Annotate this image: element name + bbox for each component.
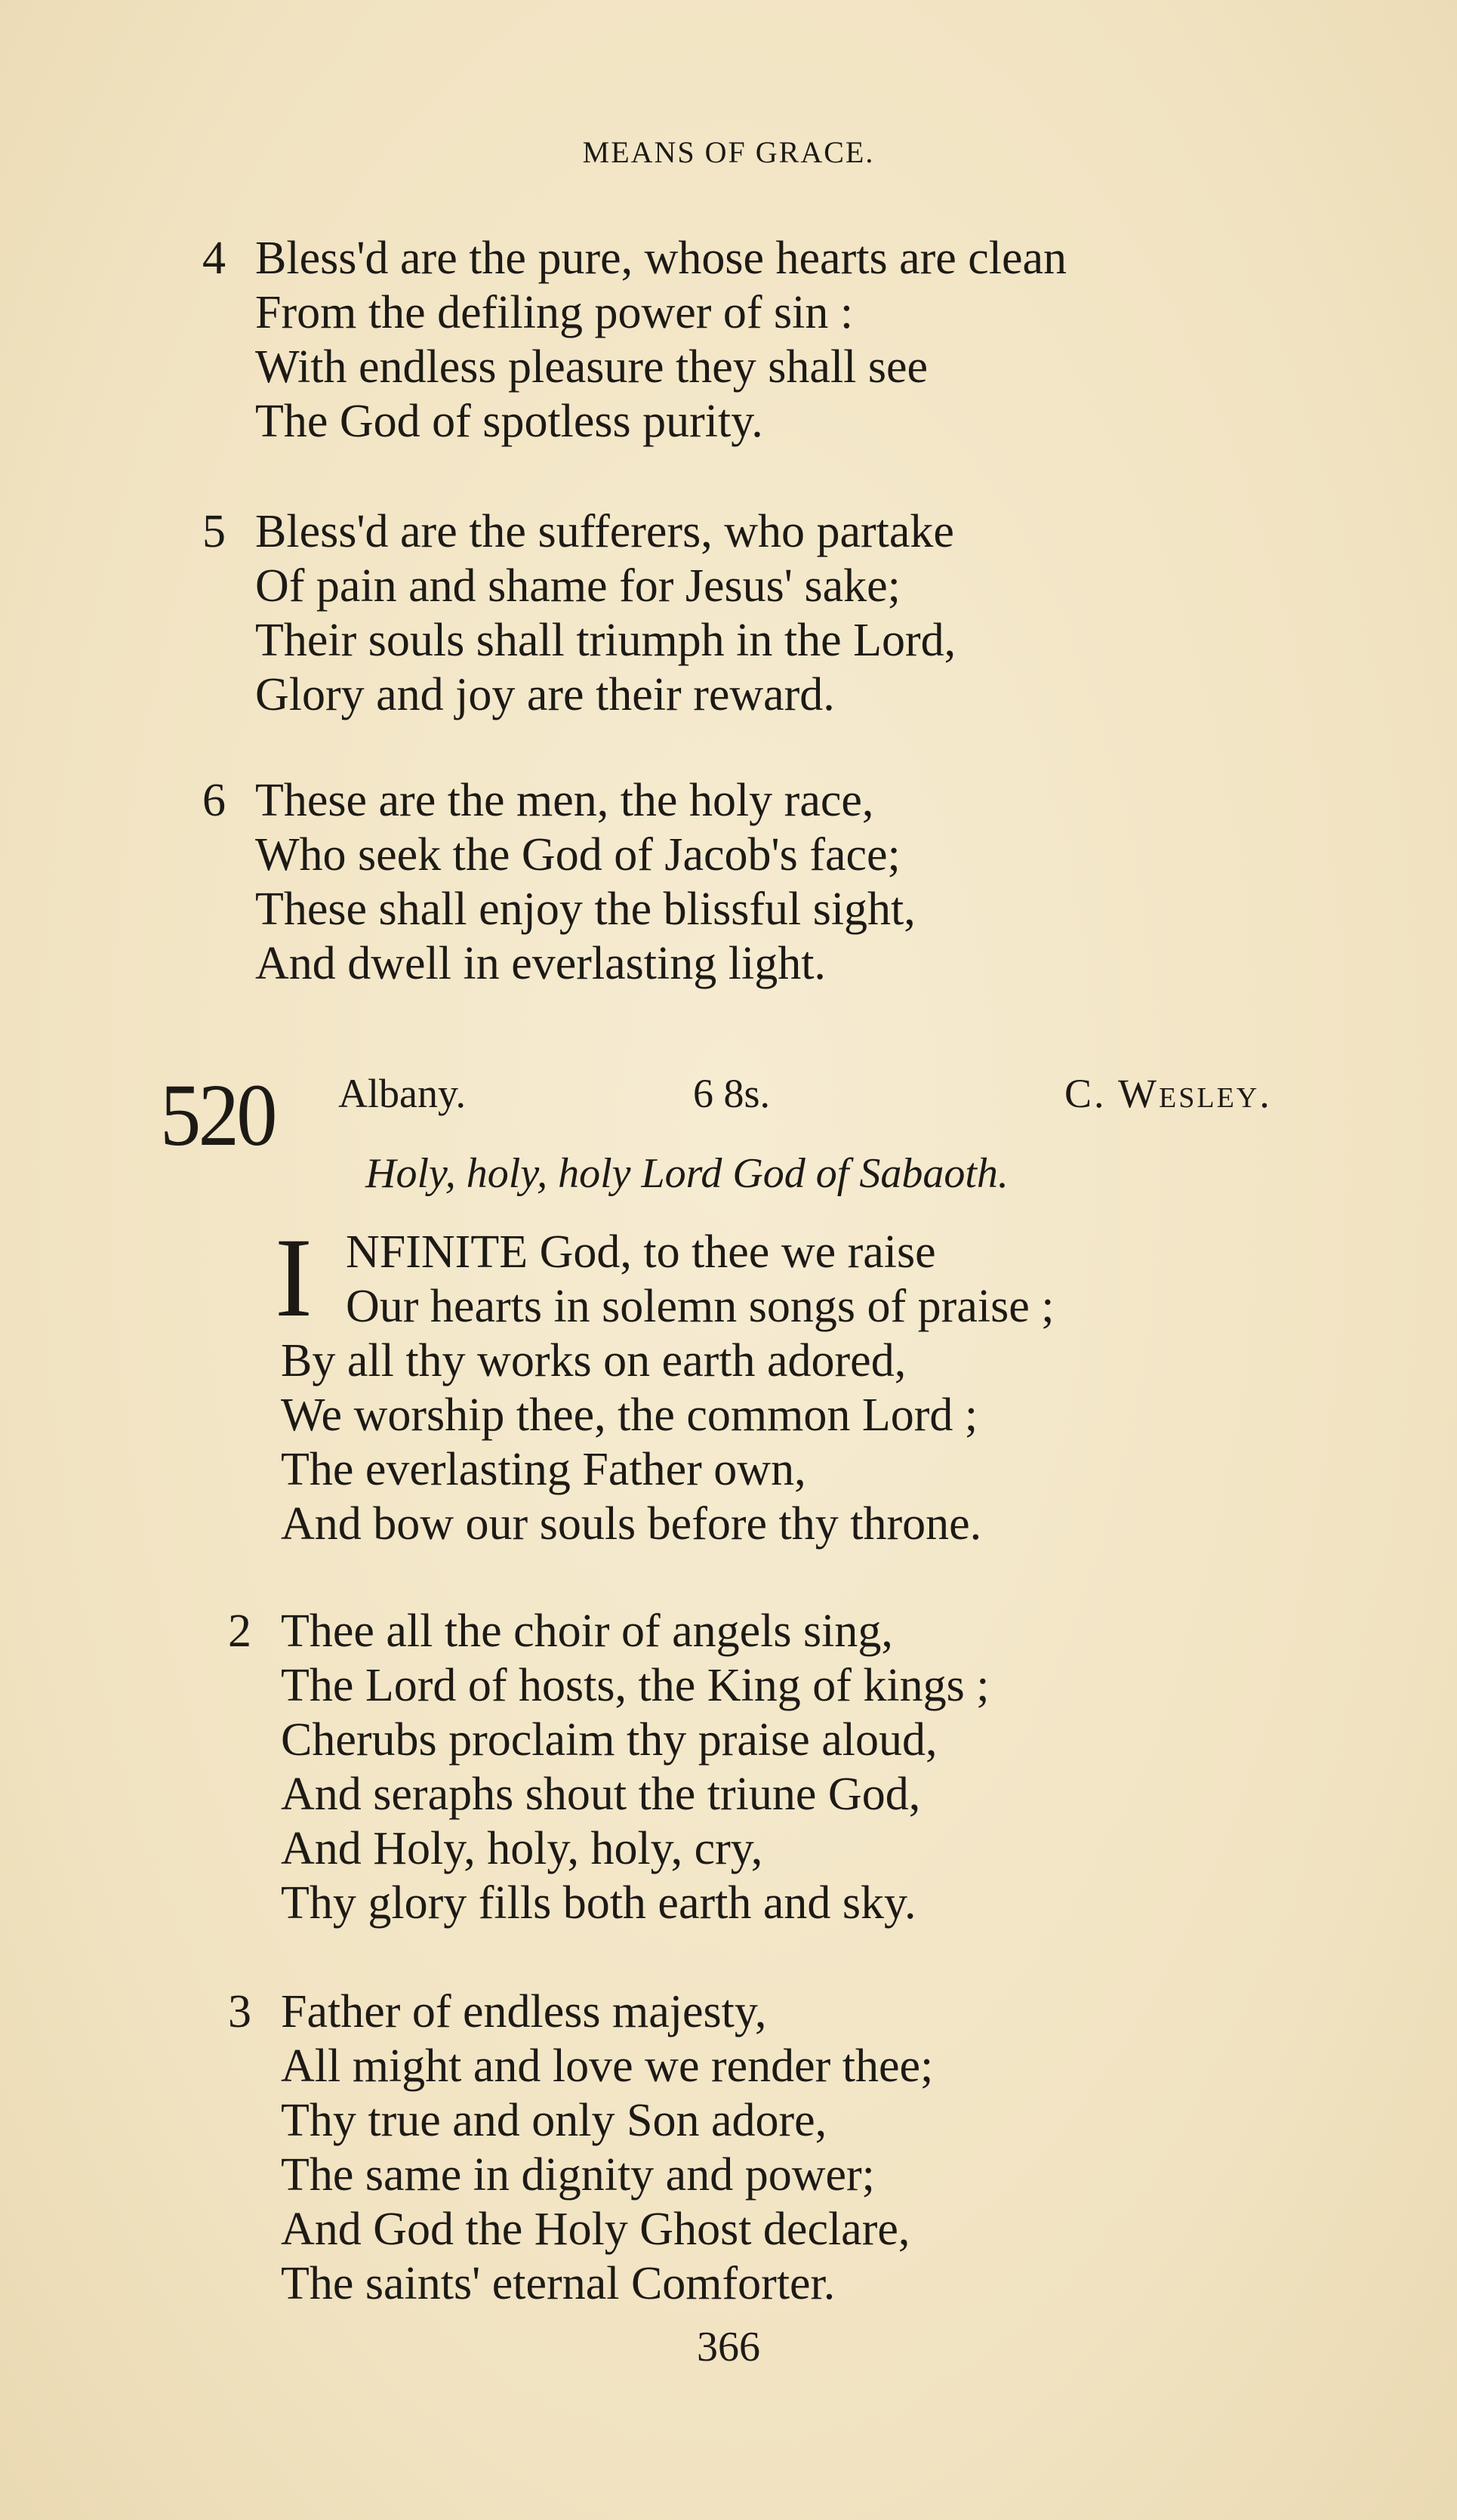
verse-line: These are the men, the holy race, [255, 775, 874, 826]
verse-line: And God the Holy Ghost declare, [281, 2204, 910, 2255]
verse-line: By all thy works on earth adored, [281, 1335, 907, 1386]
verse-line: Thy true and only Son adore, [281, 2095, 827, 2146]
verse-line: Thy glory fills both earth and sky. [281, 1877, 916, 1929]
verse-line: Of pain and shame for Jesus' sake; [255, 560, 901, 612]
verse-line: The God of spotless purity. [255, 396, 763, 447]
verse-line: The Lord of hosts, the King of kings ; [281, 1660, 990, 1711]
verse-line: The same in dignity and power; [281, 2149, 875, 2201]
verse-3 [281, 1985, 933, 2311]
page-number: 366 [697, 2324, 760, 2370]
verse-line: All might and love we render thee; [281, 2040, 934, 2092]
verse-number: 6 [202, 775, 226, 826]
verse-line: Bless'd are the sufferers, who partake [255, 506, 954, 557]
drop-cap: I [275, 1215, 313, 1340]
verse-line: Glory and joy are their reward. [255, 669, 835, 720]
verse-6 [255, 773, 916, 991]
verse-line: Who seek the God of Jacob's face; [255, 829, 901, 881]
verse-line: Bless'd are the pure, whose hearts are clean [255, 233, 1067, 284]
verse-line: Cherubs proclaim thy praise aloud, [281, 1714, 938, 1766]
verse-line: Our hearts in solemn songs of praise ; [346, 1281, 1055, 1332]
verse-line: And dwell in everlasting light. [255, 938, 826, 989]
verse-number: 5 [202, 506, 226, 557]
verse-line: We worship thee, the common Lord ; [281, 1390, 978, 1441]
verse-1-lines [346, 1279, 1054, 1334]
verse-line: NFINITE God, to thee we raise [346, 1226, 936, 1278]
verse-5 [255, 504, 956, 722]
verse-line: Father of endless majesty, [281, 1986, 767, 2037]
verse-line: These shall enjoy the blissful sight, [255, 884, 916, 935]
verse-line: Their souls shall triumph in the Lord, [255, 615, 956, 666]
verse-line: From the defiling power of sin : [255, 287, 854, 338]
hymn-subtitle: Holy, holy, holy Lord God of Sabaoth. [365, 1150, 1009, 1197]
verse-line: The everlasting Father own, [281, 1444, 806, 1495]
verse-4 [255, 231, 1067, 449]
verse-line: And Holy, holy, holy, cry, [281, 1823, 763, 1874]
verse-number: 4 [202, 233, 226, 284]
running-header: MEANS OF GRACE. [582, 135, 875, 169]
meter: 6 8s. [693, 1071, 771, 1116]
verse-line: With endless pleasure they shall see [255, 341, 929, 393]
verse-number: 2 [228, 1605, 251, 1657]
author: C. Wesley. [1064, 1071, 1272, 1116]
verse-1-continued [281, 1334, 981, 1551]
verse-line: And seraphs shout the triune God, [281, 1769, 921, 1820]
verse-number: 3 [228, 1986, 251, 2037]
verse-line: And bow our souls before thy throne. [281, 1498, 982, 1550]
verse-line: The saints' eternal Comforter. [281, 2258, 836, 2309]
verse-line: Thee all the choir of angels sing, [281, 1605, 893, 1657]
verse-2 [281, 1604, 990, 1930]
tune-name: Albany. [338, 1071, 466, 1116]
hymn-number: 520 [160, 1066, 275, 1164]
